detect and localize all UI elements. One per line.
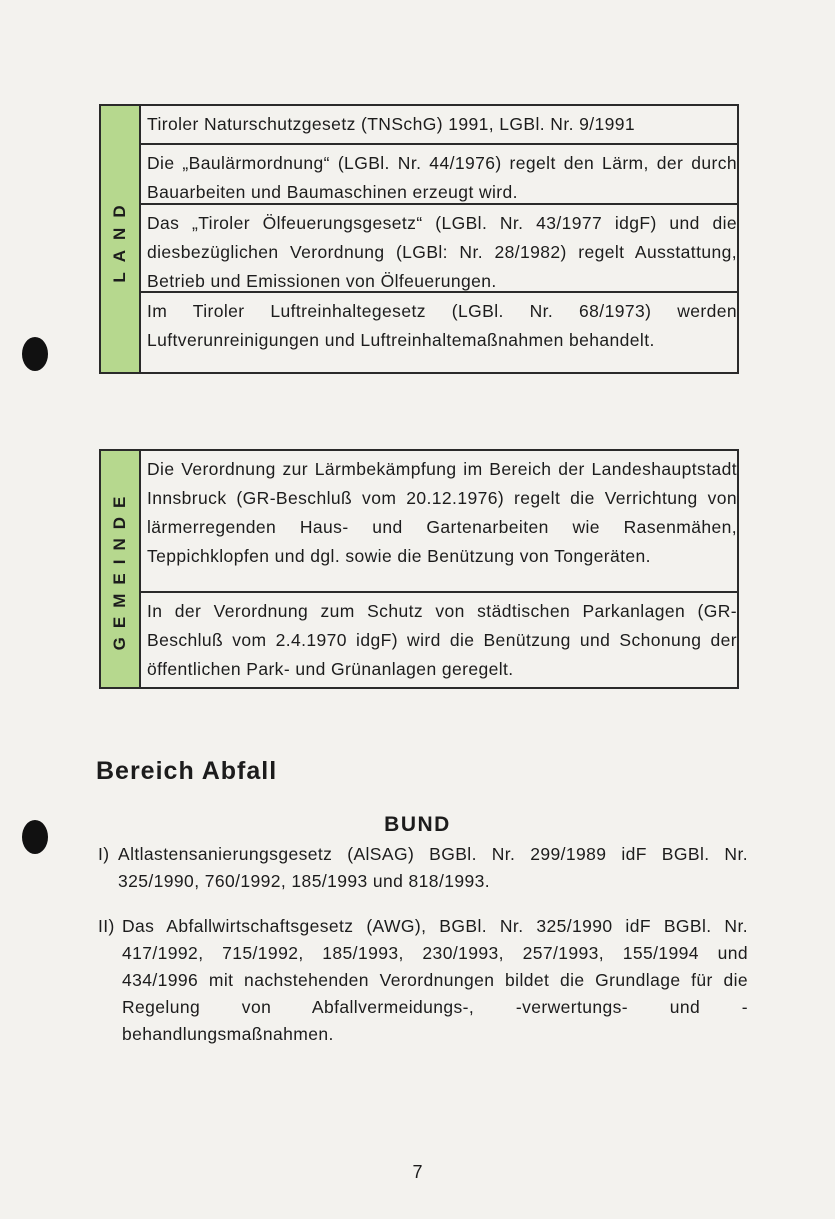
- section-heading: Bereich Abfall: [96, 757, 278, 785]
- gemeinde-side-panel: [101, 451, 141, 687]
- list-item: [98, 841, 748, 895]
- land-row: Im Tiroler Luftreinhaltegesetz (LGBl. Nr. 68/1973) werden Luftverunreinigungen und Luftreinhaltemaßnahmen behandelt.: [141, 291, 737, 372]
- gemeinde-rows: [141, 451, 737, 687]
- list-item-text: Altlastensanierungsgesetz (AlSAG) BGBl. Nr. 299/1989 idF BGBl. Nr. 325/1990, 760/1992, 185/1993 und 818/1993.: [118, 844, 748, 891]
- land-row: Die „Baulärmordnung“ (LGBl. Nr. 44/1976) regelt den Lärm, der durch Bauarbeiten und Baumaschinen erzeugt wird.: [141, 143, 737, 203]
- punch-hole-mark-top: [22, 337, 48, 371]
- land-rows: [141, 106, 737, 372]
- section-subheading: BUND: [384, 813, 451, 836]
- land-table: [99, 104, 739, 374]
- gemeinde-row: Die Verordnung zur Lärmbekämpfung im Bereich der Landeshauptstadt Innsbruck (GR-Beschluß vom 20.12.1976) regelt die Verrichtung von lärmerregenden Haus- und Gartenarbeiten wie Rasenmähen, Teppichklopfen und dgl. sowie die Benützung von Tongeräten.: [147, 459, 737, 566]
- gemeinde-row: In der Verordnung zum Schutz von städtischen Parkanlagen (GR-Beschluß vom 2.4.1970 idgF) wird die Benützung und Schonung der öffentlichen Park- und Grünanlagen geregelt.: [141, 591, 737, 687]
- land-row: Tiroler Naturschutzgesetz (TNSchG) 1991, LGBl. Nr. 9/1991: [147, 114, 636, 134]
- gemeinde-table: [99, 449, 739, 689]
- gemeinde-side-label: GEMEINDE: [110, 487, 129, 651]
- list-item-number: II): [98, 916, 115, 936]
- list-item-text: Das Abfallwirtschaftsgesetz (AWG), BGBl. Nr. 325/1990 idF BGBl. Nr. 417/1992, 715/1992, 185/1993, 230/1993, 257/1993, 155/1994 und 434/1996 mit nachstehenden Verordnungen bildet die Grundlage für die Regelung von Abfallvermeidungs-, -verwertungs- und -behandlungsmaßnahmen.: [122, 916, 748, 1044]
- list-item: [98, 913, 748, 1048]
- land-side-panel: [101, 106, 141, 372]
- land-side-label: LAND: [110, 195, 129, 283]
- land-row: Das „Tiroler Ölfeuerungsgesetz“ (LGBl. Nr. 43/1977 idgF) und die diesbezüglichen Verordnung (LGBl: Nr. 28/1982) regelt Ausstattung, Betrieb und Emissionen von Ölfeuerungen.: [141, 203, 737, 291]
- page-number: 7: [412, 1162, 423, 1182]
- list-item-number: I): [98, 844, 110, 864]
